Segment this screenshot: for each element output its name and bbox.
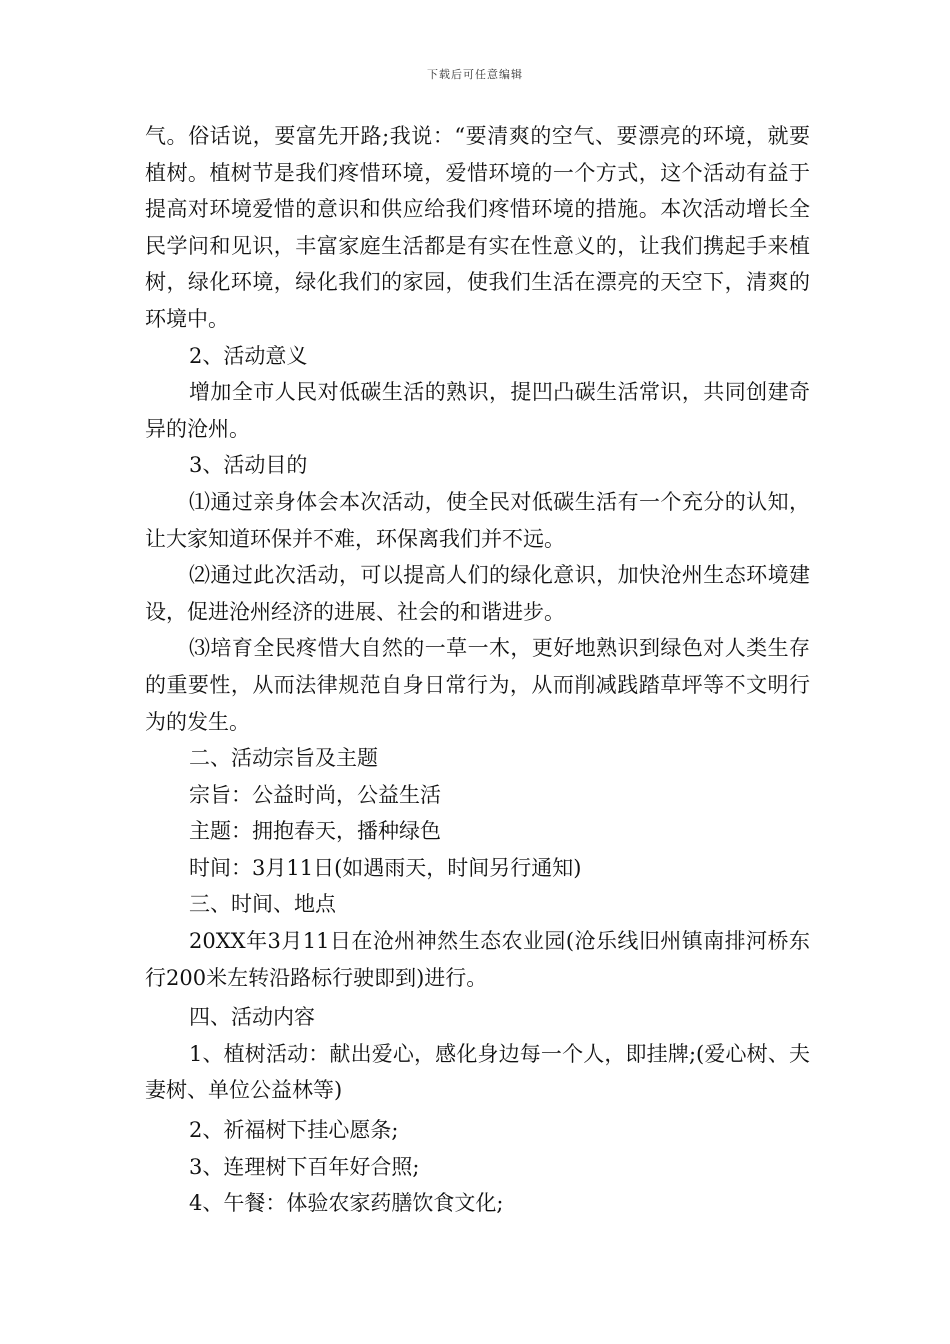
- document-body: [145, 118, 810, 1222]
- time-place-paragraph: 20XX年3月11日在沧州神然生态农业园(沧乐线旧州镇南排河桥东行200米左转沿路标行驶即到)进行。: [145, 929, 810, 990]
- theme-statement: 主题：拥抱春天，播种绿色: [189, 819, 441, 844]
- section-heading-time-place: 三、时间、地点: [189, 892, 336, 917]
- purpose-item-3: ⑶培育全民疼惜大自然的一草一木，更好地熟识到绿色对人类生存的重要性，从而法律规范自身日常行为，从而削减践踏草坪等不文明行为的发生。: [145, 636, 810, 734]
- content-item-2: 2、祈福树下挂心愿条;: [189, 1118, 399, 1143]
- section-heading-content: 四、活动内容: [189, 1005, 315, 1030]
- content-item-3: 3、连理树下百年好合照;: [189, 1154, 420, 1179]
- purpose-statement: 宗旨：公益时尚，公益生活: [189, 782, 441, 807]
- section-heading-significance: 2、活动意义: [189, 343, 308, 368]
- section-heading-purpose: 3、活动目的: [189, 453, 308, 478]
- purpose-item-1: ⑴通过亲身体会本次活动，使全民对低碳生活有一个充分的认知，让大家知道环保并不难，环保离我们并不远。: [145, 489, 810, 551]
- time-statement: 时间：3月11日(如遇雨天，时间另行通知): [189, 855, 582, 880]
- section-heading-theme: 二、活动宗旨及主题: [189, 746, 378, 771]
- significance-paragraph: 增加全市人民对低碳生活的熟识，提凹凸碳生活常识，共同创建奇异的沧州。: [145, 380, 810, 441]
- page-header: 下载后可任意编辑: [427, 68, 523, 81]
- content-item-1: 1、植树活动：献出爱心，感化身边每一个人，即挂牌;(爱心树、夫妻树、单位公益林等): [145, 1041, 810, 1103]
- intro-paragraph: 气。俗话说，要富先开路;我说：“要清爽的空气、要漂亮的环境，就要植树。植树节是我们疼惜环境，爱惜环境的一个方式，这个活动有益于提高对环境爱惜的意识和供应给我们疼惜环境的措施。本次活动增长全民学问和见识，丰富家庭生活都是有实在性意义的，让我们携起手来植树，绿化环境，绿化我们的家园，使我们生活在漂亮的天空下，清爽的环境中。: [145, 124, 810, 331]
- purpose-item-2: ⑵通过此次活动，可以提高人们的绿化意识，加快沧州生态环境建设，促进沧州经济的进展、社会的和谐进步。: [145, 563, 810, 624]
- content-item-4: 4、午餐：体验农家药膳饮食文化;: [189, 1191, 504, 1216]
